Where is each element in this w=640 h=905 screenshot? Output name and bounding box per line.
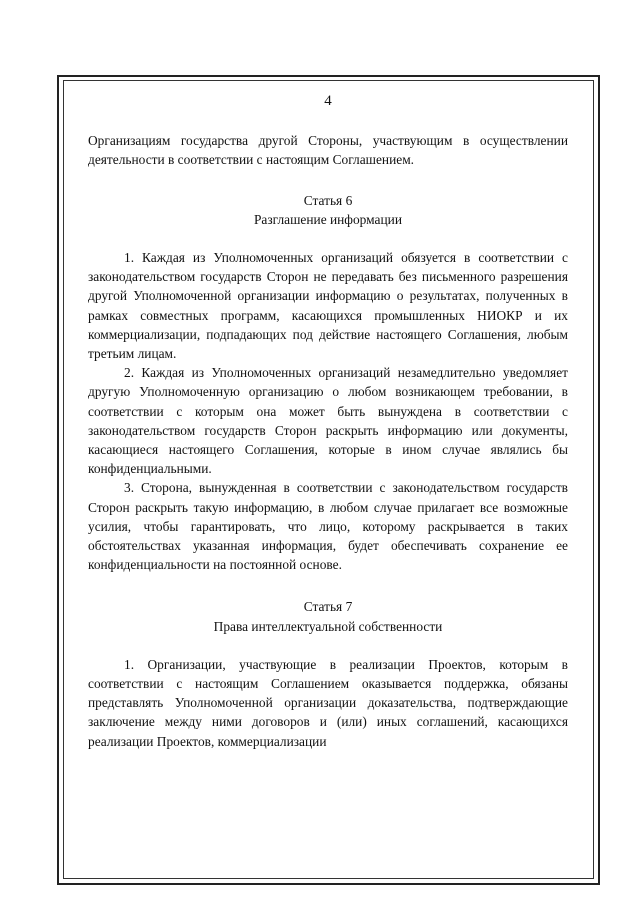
article-6-subtitle: Разглашение информации [253,211,402,227]
article-7-item-1: 1. Организации, участвующие в реализации Проектов, которым в соответствии с настоящим Соглашением оказывается поддержка, обязаны представлять Уполномоченной организации доказательства, подтверждающие заключение между ними договоров и (или) иных соглашений, касающихся реализации Проектов, коммерциализации [88,656,568,749]
article-7 [88,597,568,750]
article-6-item-1: 1. Каждая из Уполномоченных организаций обязуется в соответствии с законодательством государств Сторон не передавать без письменного разрешения другой Уполномоченной организации информацию о результатах, полученных в рамках совместных программ, касающихся промышленных НИОКР и их коммерциализации, подпадающих под действие настоящего Соглашения, любым третьим лицам. [88,250,568,362]
article-6 [88,191,568,575]
intro-paragraph: Организациям государства другой Стороны, участвующим в осуществлении деятельности в соответствии с настоящим Соглашением. [88,133,568,168]
article-7-subtitle: Права интеллектуальной собственности [213,618,443,634]
page-number: 4 [324,93,332,109]
article-6-item-2: 2. Каждая из Уполномоченных организаций незамедлительно уведомляет другую Уполномоченную организацию о любом возникающем требовании, в соответствии с которым она может быть вынуждена в соответствии с законодательством государств Сторон раскрыть информацию или документы, касающиеся настоящего Соглашения, которые в ином случае являлись бы конфиденциальными. [88,365,568,477]
article-6-item-3: 3. Сторона, вынужденная в соответствии с законодательством государств Сторон раскрыть такую информацию, в любом случае прилагает все возможные усилия, чтобы гарантировать, что лицо, которому раскрывается в таких обстоятельствах указанная информация, будет обеспечивать сохранение ее конфиденциальности на постоянной основе. [88,480,568,573]
document-body [88,92,568,751]
article-6-title: Статья 6 [303,192,353,208]
article-7-title: Статья 7 [303,599,353,615]
